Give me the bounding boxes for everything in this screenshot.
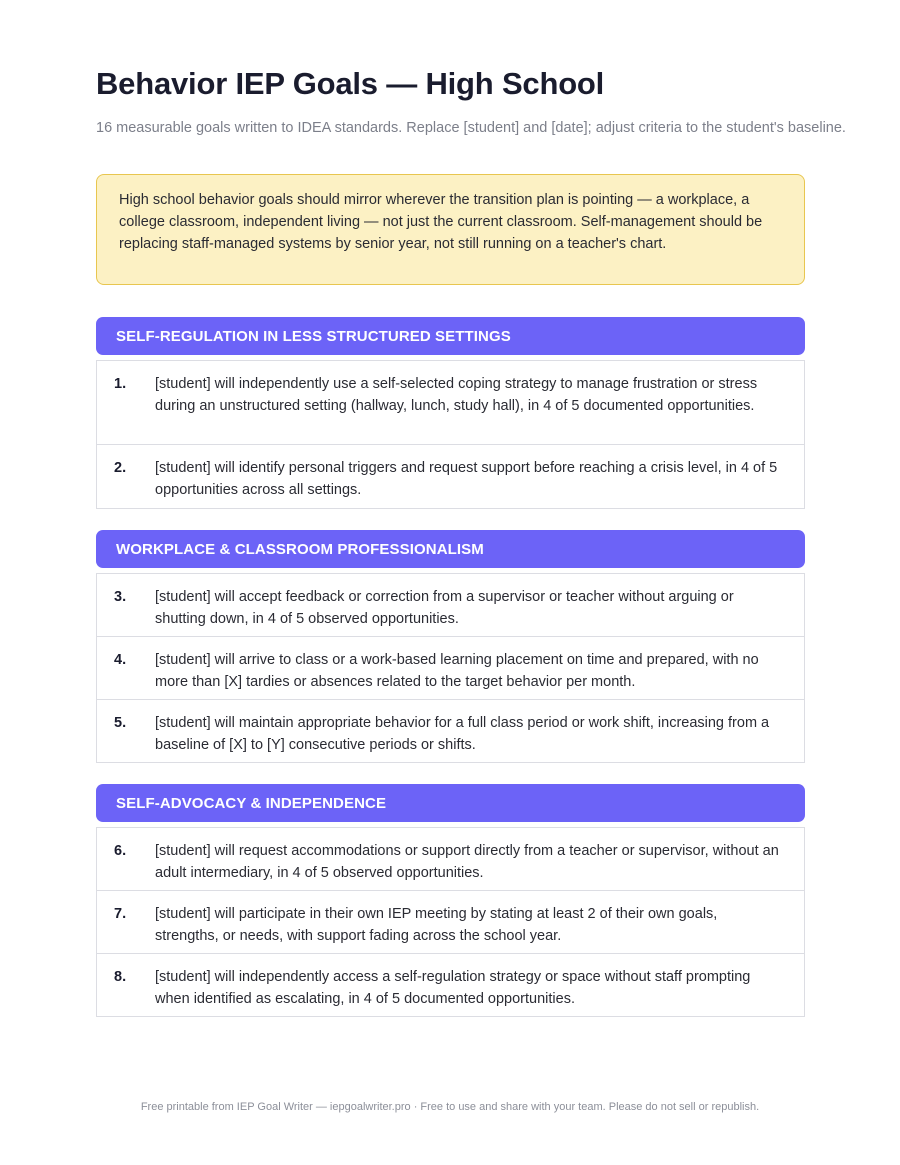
goal-number: 6. xyxy=(114,843,127,859)
section-header: SELF-REGULATION IN LESS STRUCTURED SETTINGS xyxy=(96,317,805,355)
goal-item xyxy=(97,828,804,891)
section-self-regulation xyxy=(96,317,805,509)
goal-item xyxy=(97,700,804,763)
goal-number: 5. xyxy=(114,715,127,731)
callout-text: High school behavior goals should mirror wherever the transition plan is pointing — a workplace, a college classroom, independent living — not just the current classroom. Self-management should be replacing staff-managed systems by senior year, not still running on a teacher's chart. xyxy=(119,192,763,252)
section-header: WORKPLACE & CLASSROOM PROFESSIONALISM xyxy=(96,530,805,568)
goal-text: [student] will maintain appropriate behavior for a full class period or work shift, increasing from a baseline of [X] to [Y] consecutive periods or shifts. xyxy=(155,715,770,753)
goal-number: 7. xyxy=(114,906,127,922)
section-header: SELF-ADVOCACY & INDEPENDENCE xyxy=(96,784,805,822)
goal-text: [student] will independently use a self-selected coping strategy to manage frustration or stress during an unstructured setting (hallway, lunch, study hall), in 4 of 5 documented opportunities. xyxy=(155,376,758,414)
goal-number: 4. xyxy=(114,652,127,668)
section-professionalism xyxy=(96,530,805,763)
goal-text: [student] will independently access a self-regulation strategy or space without staff prompting when identified as escalating, in 4 of 5 documented opportunities. xyxy=(155,969,751,1007)
goal-item xyxy=(97,361,804,445)
goal-list xyxy=(96,573,805,763)
goal-item xyxy=(97,954,804,1017)
goal-number: 3. xyxy=(114,589,127,605)
goal-item xyxy=(97,445,804,509)
goal-text: [student] will request accommodations or support directly from a teacher or supervisor, without an adult intermediary, in 4 of 5 observed opportunities. xyxy=(155,843,779,881)
page-title: Behavior IEP Goals — High School xyxy=(96,66,605,101)
goal-number: 8. xyxy=(114,969,127,985)
goal-text: [student] will participate in their own IEP meeting by stating at least 2 of their own goals, strengths, or needs, with support fading across the school year. xyxy=(155,906,718,944)
goal-item xyxy=(97,891,804,954)
goal-list xyxy=(96,827,805,1017)
transition-callout xyxy=(96,174,805,285)
goal-item xyxy=(97,637,804,700)
section-self-advocacy xyxy=(96,784,805,1017)
goal-list xyxy=(96,360,805,509)
goal-text: [student] will identify personal triggers and request support before reaching a crisis level, in 4 of 5 opportunities across all settings. xyxy=(155,460,778,498)
goal-item xyxy=(97,574,804,637)
goal-number: 1. xyxy=(114,376,127,392)
goal-number: 2. xyxy=(114,460,127,476)
page-footer: Free printable from IEP Goal Writer — iepgoalwriter.pro · Free to use and share with your team. Please do not sell or republish. xyxy=(140,1101,760,1113)
goal-text: [student] will arrive to class or a work-based learning placement on time and prepared, with no more than [X] tardies or absences related to the target behavior per month. xyxy=(155,652,759,690)
goal-text: [student] will accept feedback or correction from a supervisor or teacher without arguing or shutting down, in 4 of 5 observed opportunities. xyxy=(155,589,734,627)
page-subtitle: 16 measurable goals written to IDEA standards. Replace [student] and [date]; adjust criteria to the student's baseline. xyxy=(96,120,846,136)
